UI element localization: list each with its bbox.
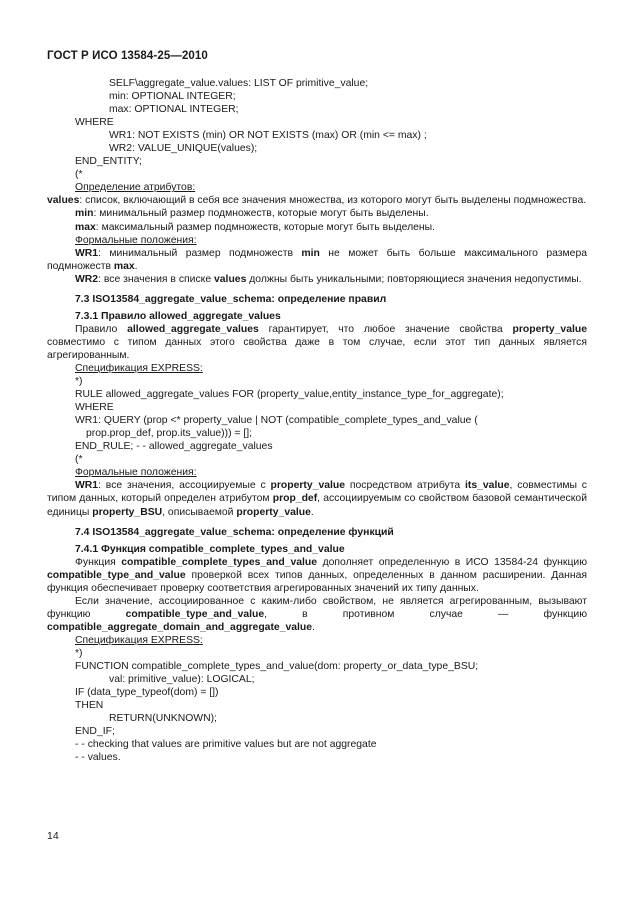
paragraph (47, 194, 587, 207)
term: property_BSU (92, 506, 163, 518)
paragraph (47, 556, 587, 595)
paragraph (47, 247, 587, 273)
term: compatible_aggregate_domain_and_aggregate_value (47, 621, 313, 633)
text: Функция (75, 556, 122, 568)
paragraph (47, 221, 587, 234)
code-line: WR1: NOT EXISTS (min) OR NOT EXISTS (max) OR (min <= max) ; (109, 130, 427, 142)
text: : все значения в списке (98, 273, 214, 285)
code-line: - - values. (75, 752, 121, 764)
code-line: FUNCTION compatible_complete_types_and_value(dom: property_or_data_type_BSU; (75, 661, 479, 673)
code-line: END_IF; (75, 726, 115, 738)
code-line: *) (75, 647, 83, 659)
code-line: SELF\aggregate_value.values: LIST OF primitive_value; (109, 78, 369, 89)
term: allowed_aggregate_values (127, 323, 259, 335)
term: its_value (465, 480, 510, 492)
section-label: Формальные положения: (75, 467, 197, 479)
text: : максимальный размер подмножеств, которые могут быть выделены. (95, 221, 436, 233)
paragraph (47, 479, 587, 518)
term: property_value (512, 323, 587, 335)
term: compatible_complete_types_and_value (121, 556, 318, 568)
term: min (75, 208, 94, 220)
code-line: RETURN(UNKNOWN); (109, 713, 217, 725)
text: : минимальный размер подмножеств (98, 247, 302, 259)
code-line: END_ENTITY; (75, 156, 142, 168)
term: WR1 (75, 247, 99, 259)
section-heading: 7.3 ISO13584_aggregate_value_schema: определение правил (75, 293, 387, 305)
term: prop_def (272, 493, 318, 505)
code-line: prop.prop_def, prop.its_value))) = []; (86, 428, 253, 440)
code-line: WR2: VALUE_UNIQUE(values); (109, 143, 258, 155)
text: , совместимы с типом данных, который определен атрибутом (47, 480, 587, 505)
code-line: max: OPTIONAL INTEGER; (109, 104, 239, 116)
code-line: WHERE (75, 402, 114, 414)
code-line: WHERE (75, 117, 114, 129)
term: values (214, 273, 247, 285)
term: property_value (236, 506, 311, 518)
text: . (134, 260, 138, 272)
text: : минимальный размер подмножеств, которые могут быть выделены. (93, 208, 429, 220)
term: values (47, 195, 80, 207)
text: : все значения, ассоциируемые с (98, 480, 271, 492)
code-line: IF (data_type_typeof(dom) = []) (75, 687, 219, 699)
text: , в противном случае — функцию (264, 608, 587, 620)
text: должны быть уникальными; повторяющиеся значения недопустимы. (246, 273, 582, 285)
term: compatible_type_and_value (125, 608, 265, 620)
code-line: min: OPTIONAL INTEGER; (109, 91, 236, 103)
code-line: (* (75, 454, 83, 466)
section-label: Спецификация EXPRESS: (75, 362, 203, 374)
code-line: THEN (75, 700, 104, 712)
document-body (47, 77, 587, 764)
paragraph (47, 323, 587, 362)
text: : список, включающий в себя все значения множества, из которого могут быть выделены подмножества. (79, 195, 587, 207)
section-label: Спецификация EXPRESS: (75, 634, 203, 646)
text: посредством атрибута (345, 480, 465, 492)
code-line: *) (75, 376, 83, 388)
section-label: Формальные положения: (75, 234, 197, 246)
term: compatible_type_and_value (47, 569, 186, 581)
text: проверкой всех типов данных, определенных в данном расширении. Данная функция обеспечивает проверку соответствия агрегированных значений их типу данных. (47, 569, 587, 594)
page-number: 14 (47, 830, 59, 842)
code-line: - - checking that values are primitive values but are not aggregate (75, 739, 377, 751)
text: дополняет определенную в ИСО 13584-24 функцию (317, 556, 587, 568)
text: Правило (75, 323, 128, 335)
section-label: Определение атрибутов: (75, 182, 196, 194)
text: , описываемой (162, 506, 237, 518)
code-line: (* (75, 169, 83, 181)
code-line: RULE allowed_aggregate_values FOR (property_value,entity_instance_type_for_aggregate); (75, 389, 504, 401)
text: гарантирует, что любое значение свойства (258, 323, 513, 335)
document-header: ГОСТ Р ИСО 13584-25—2010 (47, 50, 208, 62)
text: . (312, 621, 315, 633)
text: не может быть больше максимального размера подмножеств (47, 247, 587, 272)
code-line: val: primitive_value): LOGICAL; (109, 674, 255, 686)
term: min (301, 247, 320, 259)
term: max (113, 260, 135, 272)
subsection-heading: 7.4.1 Функция compatible_complete_types_and_value (75, 543, 345, 555)
subsection-heading: 7.3.1 Правило allowed_aggregate_values (75, 310, 281, 322)
text: Если значение, ассоциированное с каким-либо свойством, не является агрегированным, вызывают функцию (47, 595, 587, 620)
text: совместимо с типом данных этого свойства даже в том случае, если этот тип данных является агрегированным. (47, 336, 587, 361)
paragraph (47, 595, 587, 634)
term: property_value (270, 480, 346, 492)
section-heading: 7.4 ISO13584_aggregate_value_schema: определение функций (75, 526, 394, 538)
term: max (75, 221, 96, 233)
code-line: WR1: QUERY (prop <* property_value | NOT (compatible_complete_types_and_value ( (75, 415, 478, 427)
text: , ассоциируемым со свойством базовой семантической единицы (47, 493, 587, 518)
paragraph (47, 207, 587, 220)
term: WR1 (75, 480, 99, 492)
paragraph (47, 273, 587, 286)
code-line: END_RULE; - - allowed_aggregate_values (75, 441, 273, 453)
text: . (310, 506, 314, 518)
term: WR2 (75, 273, 99, 285)
